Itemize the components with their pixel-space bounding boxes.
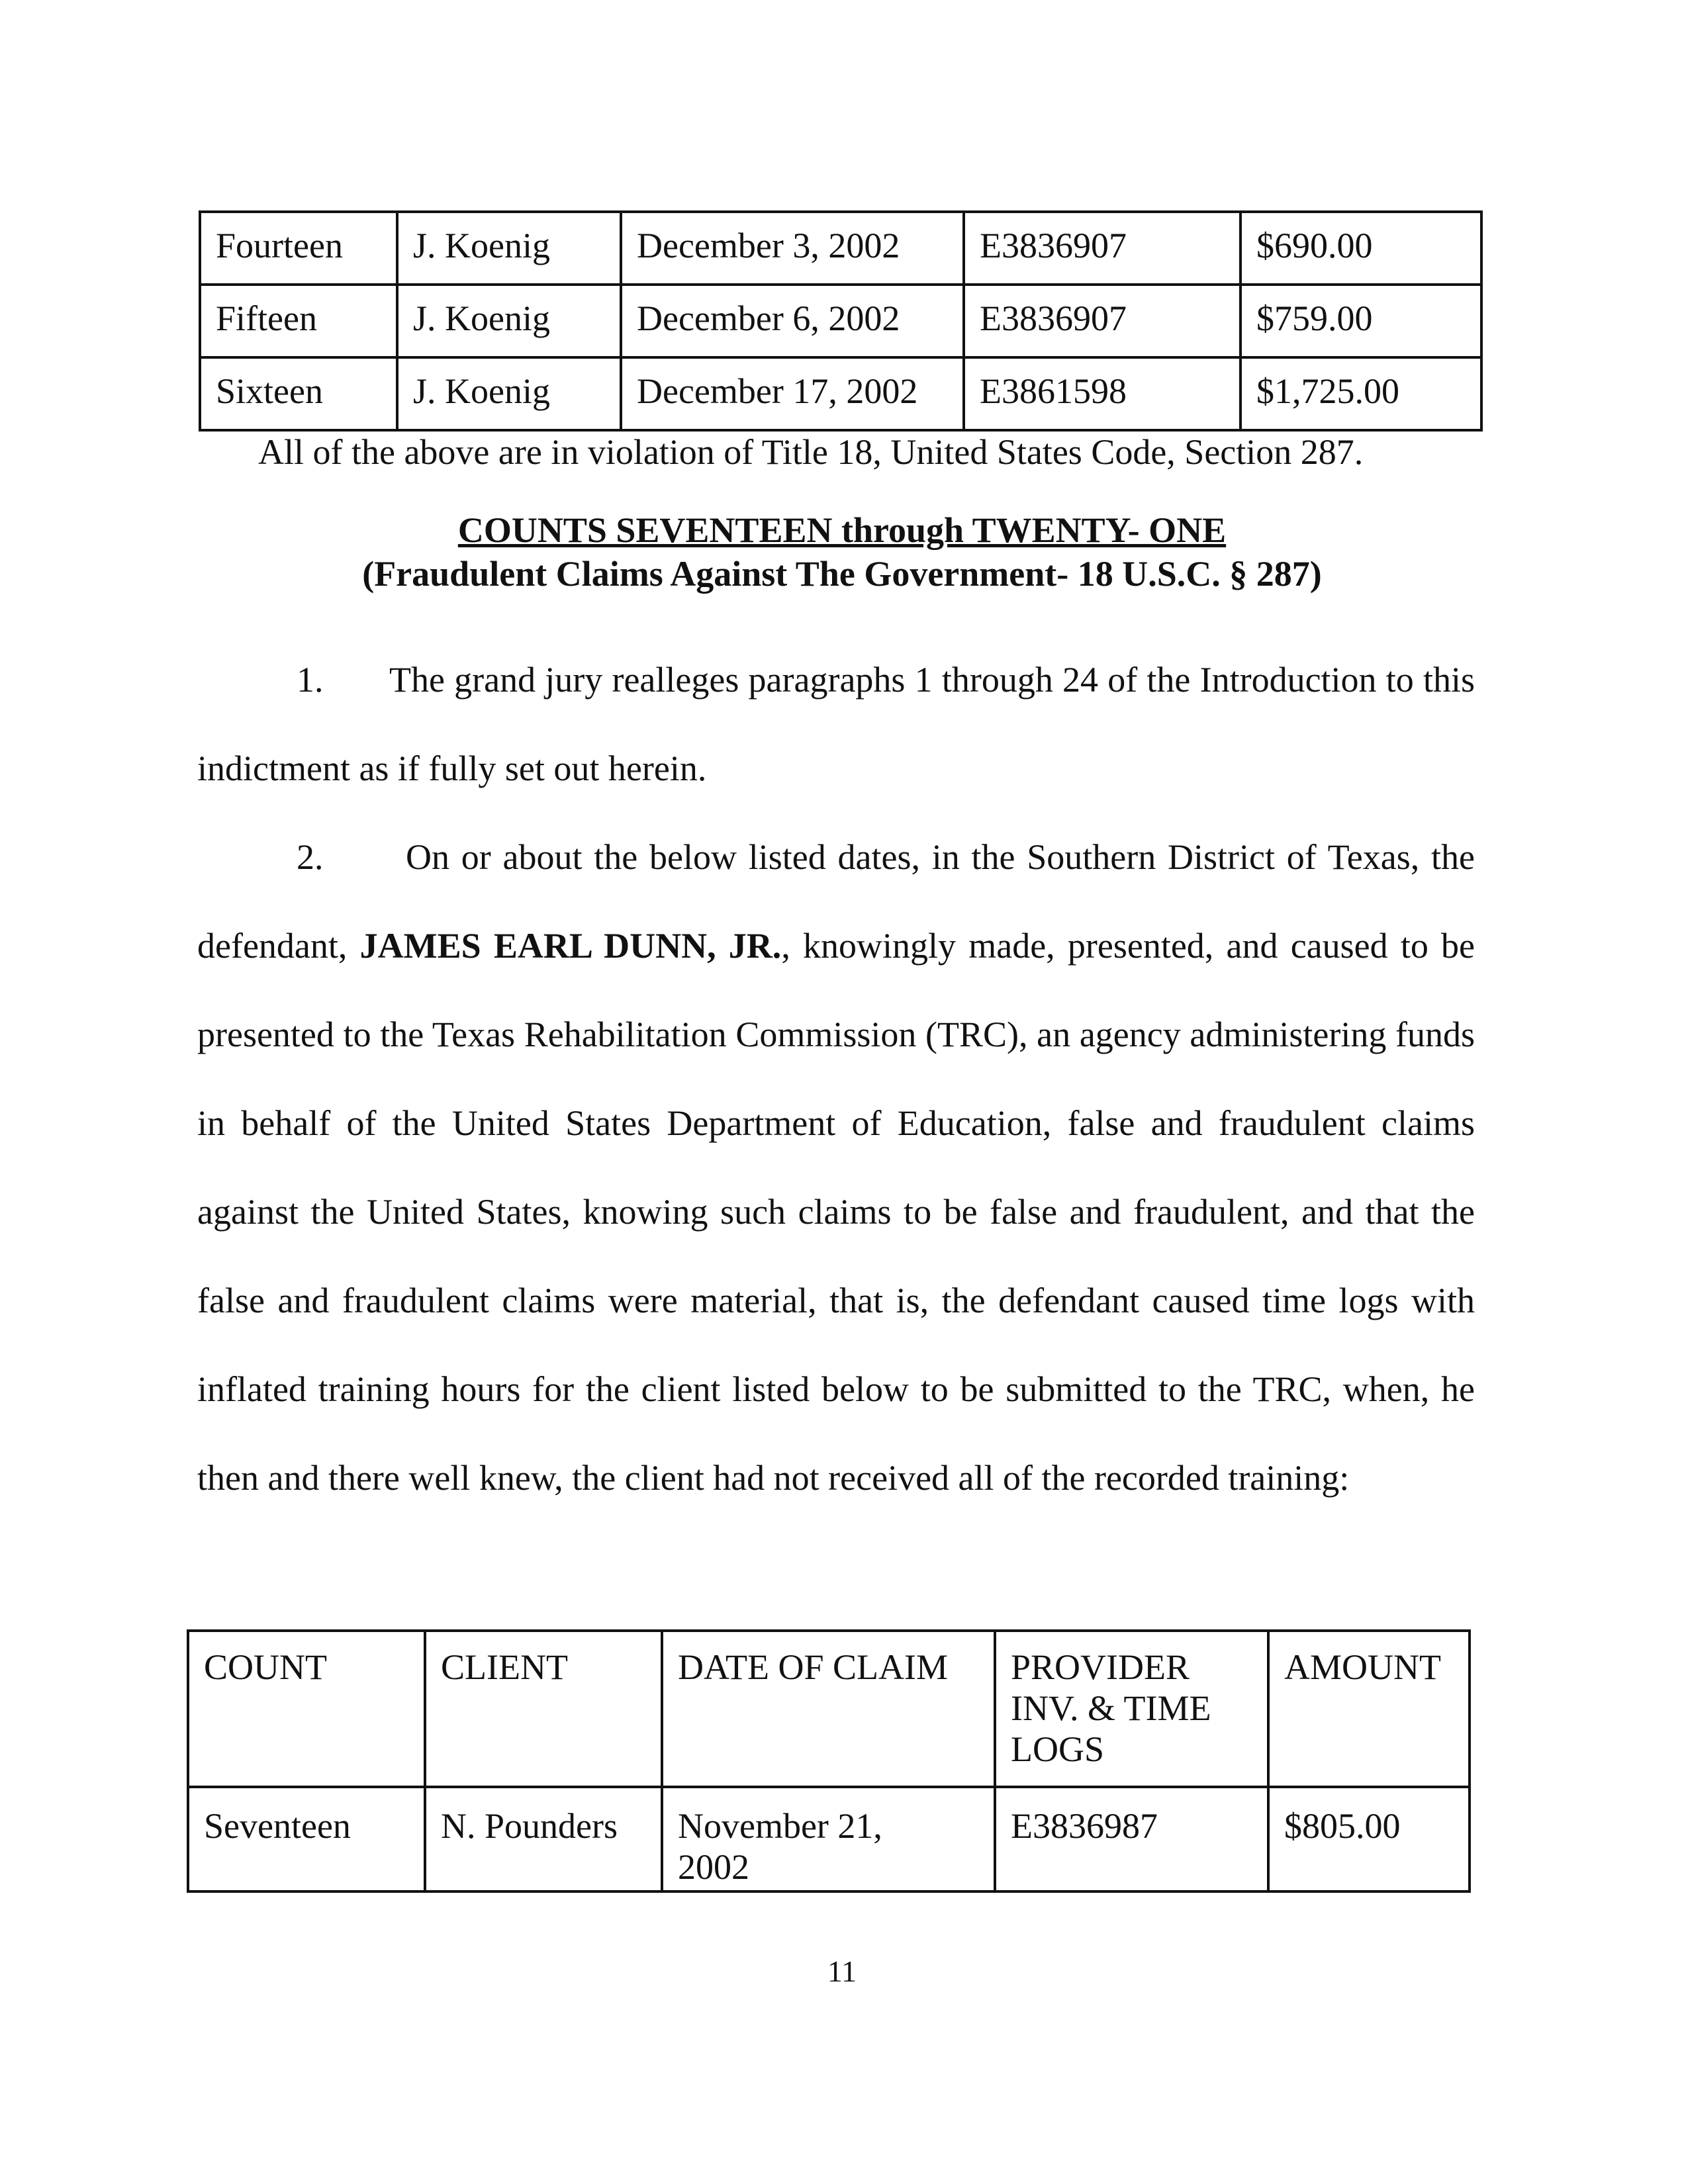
date-cell	[662, 1787, 995, 1891]
paragraph-number: 1.	[297, 660, 324, 700]
date-cell: December 6, 2002	[621, 285, 964, 357]
invoice-cell: E3861598	[964, 357, 1240, 430]
table-row	[200, 357, 1481, 430]
paragraph-number: 2.	[297, 837, 324, 877]
defendant-name: JAMES EARL DUNN, JR.	[359, 926, 782, 966]
date-cell: December 3, 2002	[621, 212, 964, 285]
section-heading: COUNTS SEVENTEEN through TWENTY- ONE	[457, 510, 1227, 550]
client-cell: J. Koenig	[397, 212, 621, 285]
header-provider-line: INV. & TIME	[1011, 1688, 1211, 1728]
date-line: November 21,	[678, 1806, 882, 1846]
invoice-cell: E3836987	[995, 1787, 1268, 1891]
header-date: DATE OF CLAIM	[662, 1631, 995, 1787]
claims-table	[187, 1629, 1471, 1893]
count-cell: Seventeen	[188, 1787, 425, 1891]
amount-cell: $805.00	[1268, 1787, 1470, 1891]
invoice-cell: E3836907	[964, 285, 1240, 357]
header-provider-line: PROVIDER	[1011, 1647, 1190, 1687]
paragraph-1	[197, 635, 1475, 813]
table-row	[200, 212, 1481, 285]
count-cell: Sixteen	[200, 357, 397, 430]
violation-statement: All of the above are in violation of Title 18, United States Code, Section 287.	[258, 432, 1364, 472]
paragraph-text: The grand jury realleges paragraphs 1 through 24 of the Introduction to this indictment as if fully set out herein.	[197, 660, 1475, 788]
prior-counts-table	[199, 210, 1483, 432]
header-count: COUNT	[188, 1631, 425, 1787]
table-header-row	[188, 1631, 1470, 1787]
header-amount: AMOUNT	[1268, 1631, 1470, 1787]
count-cell: Fourteen	[200, 212, 397, 285]
paragraph-text: On or about the below listed dates, in the Southern District of Texas, the defendant,	[197, 837, 1475, 966]
table-row	[200, 285, 1481, 357]
count-cell: Fifteen	[200, 285, 397, 357]
client-cell: J. Koenig	[397, 357, 621, 430]
header-provider	[995, 1631, 1268, 1787]
paragraph-text: , knowingly made, presented, and caused to be presented to the Texas Rehabilitation Commission (TRC), an agency administering funds in behalf of the United States Department of Education, false and fraudulent claims against the United States, knowing such claims to be false and fraudulent, and that the false and fraudulent claims were material, that is, the defendant caused time logs with inflated training hours for the client listed below to be submitted to the TRC, when, he then and there well knew, the client had not received all of the recorded training:	[197, 926, 1475, 1498]
page-number: 11	[827, 1954, 857, 1988]
amount-cell: $759.00	[1240, 285, 1481, 357]
header-provider-line: LOGS	[1011, 1729, 1105, 1769]
table-row	[188, 1787, 1470, 1891]
amount-cell: $1,725.00	[1240, 357, 1481, 430]
amount-cell: $690.00	[1240, 212, 1481, 285]
paragraph-2	[197, 813, 1475, 1522]
header-client: CLIENT	[425, 1631, 662, 1787]
invoice-cell: E3836907	[964, 212, 1240, 285]
client-cell: J. Koenig	[397, 285, 621, 357]
section-subheading: (Fraudulent Claims Against The Government- 18 U.S.C. § 287)	[362, 554, 1322, 594]
date-line: 2002	[678, 1847, 749, 1887]
date-cell: December 17, 2002	[621, 357, 964, 430]
client-cell: N. Pounders	[425, 1787, 662, 1891]
